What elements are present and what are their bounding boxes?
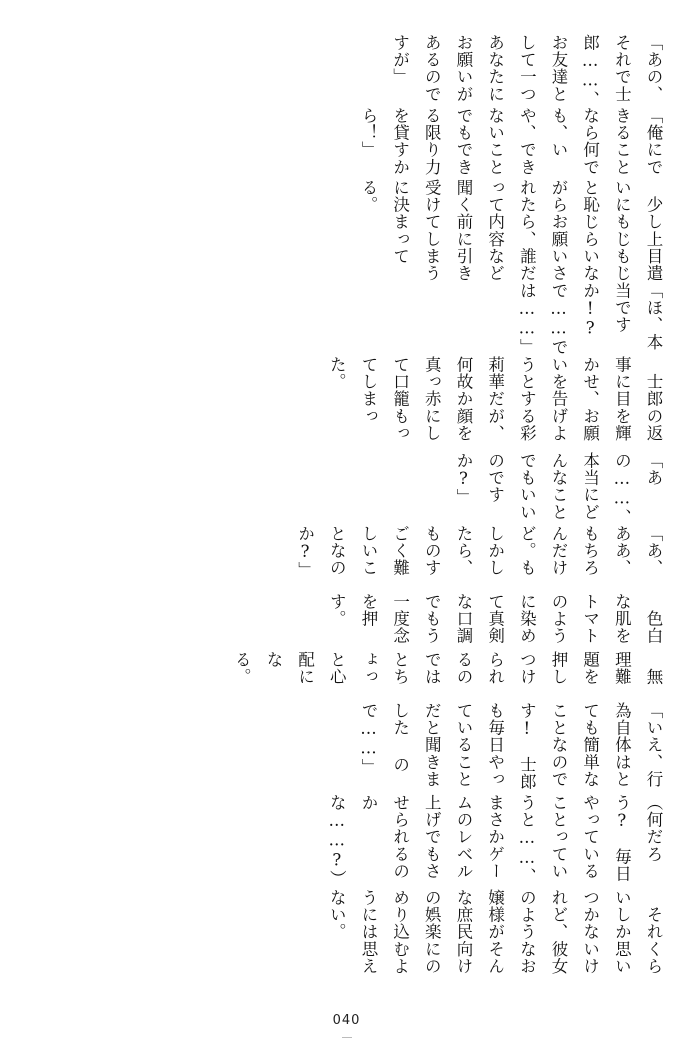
text-line: 無理難題を押しつけられるのではとちょっと心配になる。 (232, 651, 663, 686)
text-line: 「ほ、本当ですか!? で……では……」 (517, 282, 663, 356)
text-line: 色白な肌をトマトのように染めて真剣な口調でもう一度念を押す。 (327, 593, 663, 645)
text-line: 士郎の返事に目を輝かせ、お願いを告げようとする彩莉華だが、何故か顔を真っ赤にして口籠もってしまった。 (327, 355, 663, 442)
page-number: 040 (332, 1013, 361, 1028)
text-line: 少し上目遣いにもじもじと恥じらいながらお願いされたら、誰だって内容など聞く前に引き受けてしまうに決まってる。 (358, 178, 663, 282)
text-line: 「俺にできることなら何でも、いや、できないことでもできる限り力を貸すから！」 (358, 107, 663, 176)
text-line: （何だろう? 毎日やっていることっていうと……、まさかゲームのレベル上げでもさせられるのかな……?） (327, 793, 663, 887)
text-line: 「いえ、行為自体はとても簡単なことなのです! 士郎も毎日やっていることだと聞きました ので……」 (358, 702, 663, 791)
text-line: 「あの……、本当にどんなことでもいいのですか?」 (453, 451, 663, 526)
vertical-text-body (24, 34, 669, 989)
text-line: 「あ、ああ、もちろんだけど。もしかしたら、ものすごく難しいことなのか?」 (295, 525, 663, 579)
text-line: それくらいしか思いつかないけれど、彼女のようなお嬢様がそんな庶民向けの娯楽にのめり込むようには思えない。 (327, 889, 663, 975)
text-line: 「あの、それで士郎……、お友達として一つあなたにお願いがあるのですが」 (390, 34, 663, 108)
footer-rule (342, 1037, 352, 1038)
